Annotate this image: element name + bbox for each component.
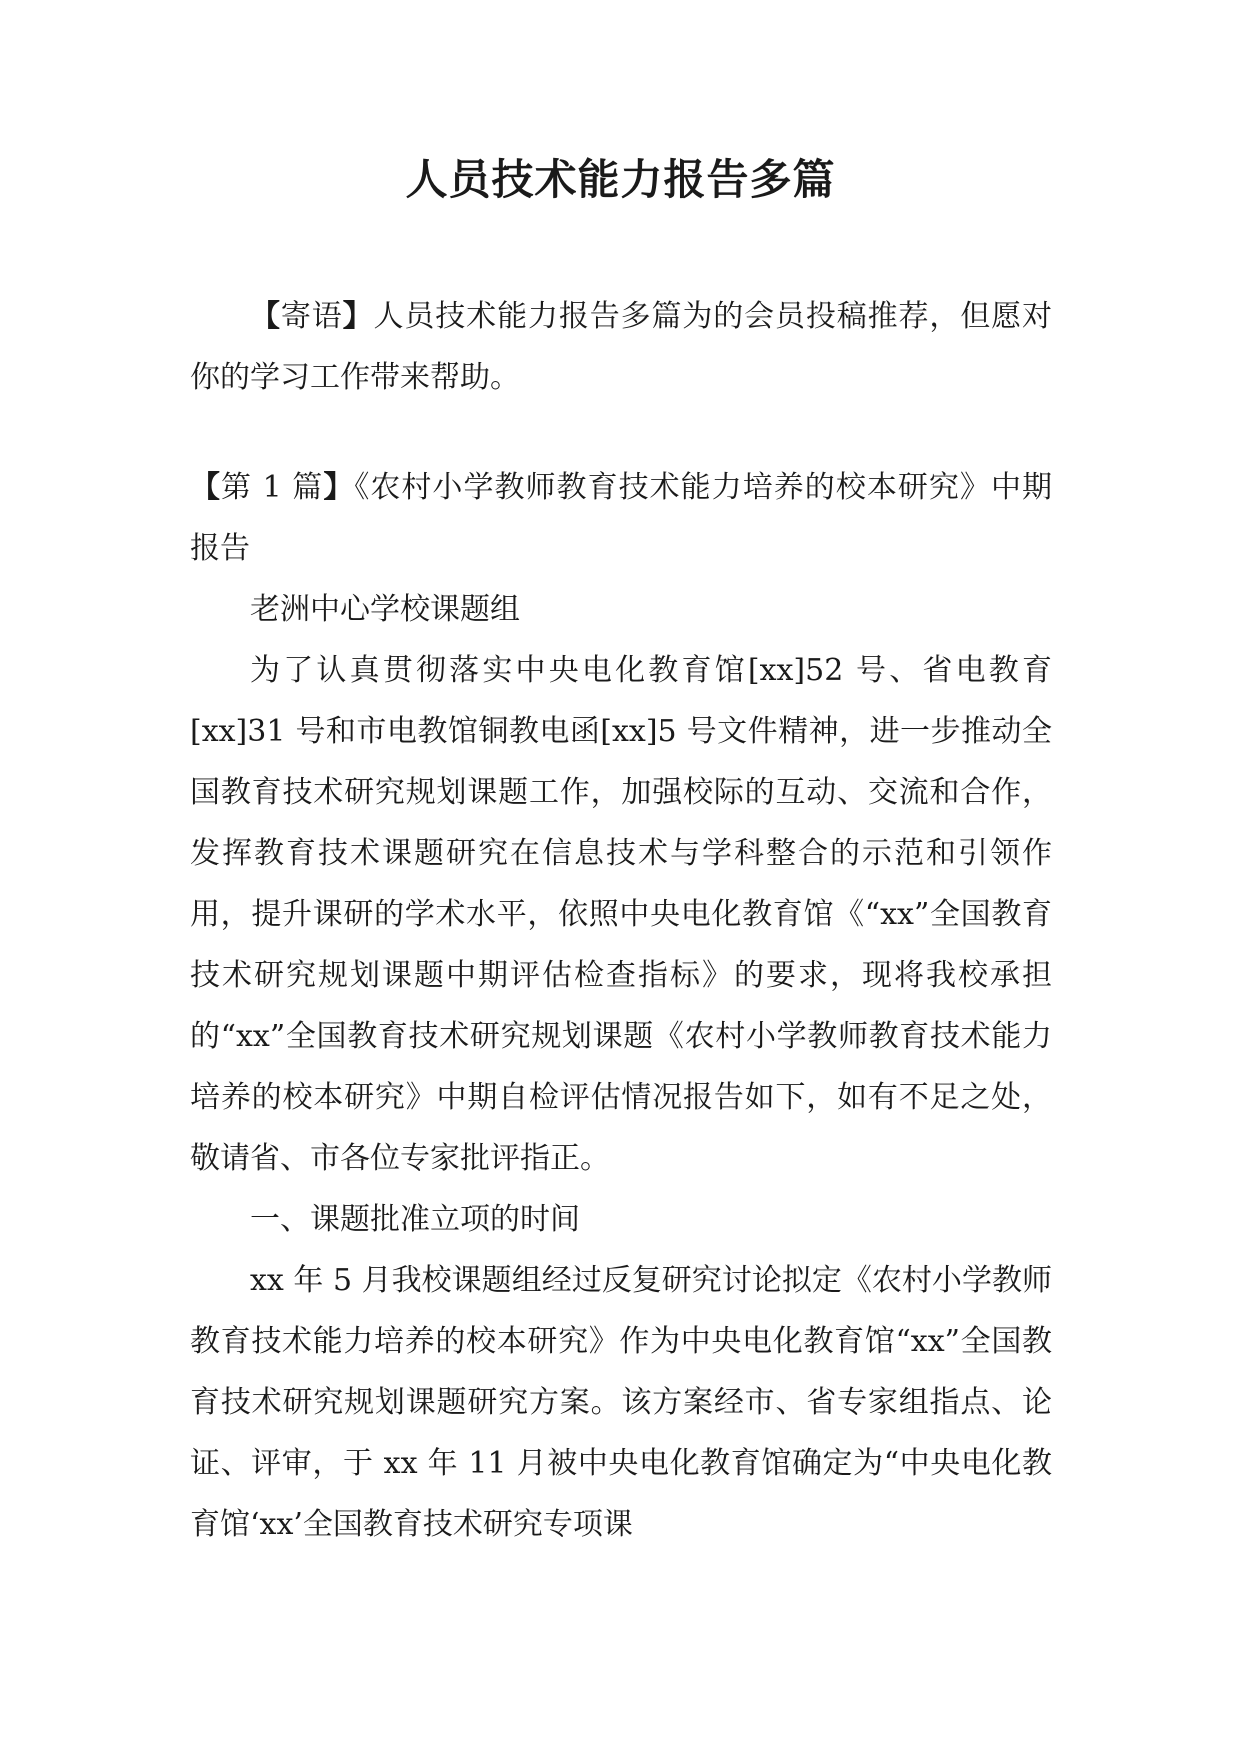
section-heading-text: 《农村小学教师教育技术能力培养的校本研究》中期报告 (190, 470, 1052, 566)
preface-tag-open: 【 (250, 299, 281, 334)
body-paragraph: 为了认真贯彻落实中央电化教育馆[xx]52 号、省电教育[xx]31 号和市电教馆铜教电函[xx]5 号文件精神，进一步推动全国教育技术研究规划课题工作，加强校际的互动、交流和合作，发挥教育技术课题研究在信息技术与学科整合的示范和引领作用，提升课研的学术水平，依照中央电化教育馆《“xx”全国教育技术研究规划课题中期评估检查指标》的要求，现将我校承担的“xx”全国教育技术研究规划课题《农村小学教师教育技术能力培养的校本研究》中期自检评估情况报告如下，如有不足之处，敬请省、市各位专家批评指正。 (190, 653, 1052, 1176)
section-tag-open: 【 (190, 470, 222, 505)
preface-tag-text: 寄语 (280, 299, 343, 334)
author-line: 老洲中心学校课题组 (250, 592, 520, 627)
body-paragraph: xx 年 5 月我校课题组经过反复研究讨论拟定《农村小学教师教育技术能力培养的校本研究》作为中央电化教育馆“xx”全国教育技术研究规划课题研究方案。该方案经市、省专家组指点、论证、评审，于 xx 年 11 月被中央电化教育馆确定为“中央电化教育馆‘xx’全国教育技术研究专项课 (190, 1263, 1052, 1542)
preface-block (190, 286, 1052, 408)
section-tag-text: 第 1 篇 (221, 470, 324, 505)
preface-paragraph (190, 286, 1052, 408)
preface-text: 人员技术能力报告多篇为的会员投稿推荐，但愿对你的学习工作带来帮助。 (190, 299, 1053, 395)
section-tag-close: 】 (323, 470, 355, 505)
subsection-heading: 一、课题批准立项的时间 (250, 1202, 580, 1237)
document-title: 人员技术能力报告多篇 (405, 155, 836, 204)
section-block (190, 457, 1052, 1555)
preface-tag-close: 】 (342, 299, 374, 334)
section-heading (190, 457, 1052, 579)
